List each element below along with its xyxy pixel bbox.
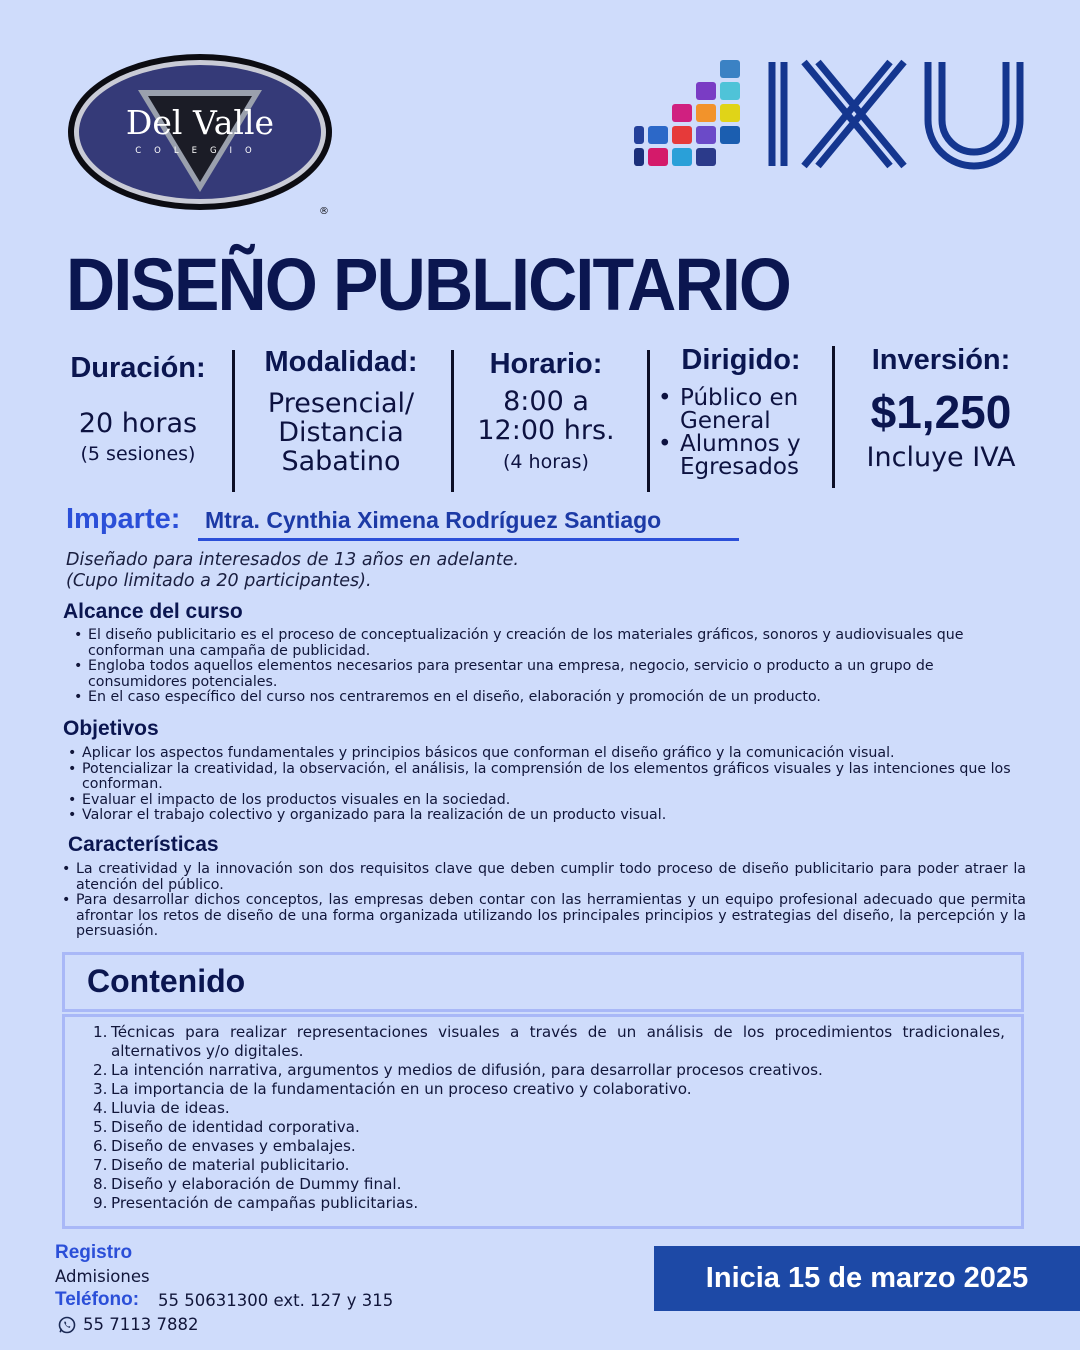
- list-item: 3. La importancia de la fundamentación en un proceso creativo y colaborativo.: [93, 1080, 692, 1098]
- divider-1: [232, 350, 235, 492]
- contenido-header: [62, 952, 1024, 1012]
- divider-2: [451, 350, 454, 492]
- audience-note-line: Diseñado para interesados de 13 años en adelante.: [66, 550, 519, 570]
- list-item: • En el caso específico del curso nos centraremos en el diseño, elaboración y promoción de un producto.: [70, 690, 990, 706]
- list-item: • Evaluar el impacto de los productos visuales en la sociedad.: [64, 793, 1014, 809]
- instructor-name: Mtra. Cynthia Ximena Rodríguez Santiago: [205, 507, 662, 533]
- svg-text:®: ®: [319, 206, 329, 217]
- modalidad-line-3: Sabatino: [281, 446, 401, 477]
- duracion-value: 20 horas: [78, 408, 198, 439]
- list-item: 4. Lluvia de ideas.: [93, 1099, 230, 1117]
- whatsapp-number[interactable]: 55 7113 7882: [83, 1315, 199, 1334]
- dirigido-column: [656, 344, 826, 479]
- modalidad-line-1: Presencial/: [267, 388, 415, 419]
- caracteristicas-list: [58, 862, 1026, 940]
- ixu-letters: [772, 62, 1020, 166]
- dirigido-list: [656, 387, 826, 479]
- svg-text:Del Valle: Del Valle: [125, 103, 275, 142]
- telefono-label: Teléfono:: [55, 1289, 140, 1310]
- divider-3: [647, 350, 650, 492]
- list-item: • Engloba todos aquellos elementos necesarios para presentar una empresa, negocio, servicio o producto a un grupo de consumidores potenciales.: [70, 659, 990, 690]
- list-item: 1. Técnicas para realizar representaciones visuales a través de un análisis de los procedimientos tradicionales, alternativos y/o digitales.: [93, 1023, 1005, 1060]
- page-title: DISEÑO PUBLICITARIO: [66, 243, 791, 326]
- price: $1,250: [870, 386, 1012, 438]
- modalidad-label: Modalidad:: [264, 346, 418, 378]
- admisiones-label: Admisiones: [55, 1267, 150, 1286]
- audience-note-line: (Cupo limitado a 20 participantes).: [66, 571, 372, 591]
- horario-line-1: 8:00 a: [503, 386, 589, 417]
- inversion-column: [852, 344, 1030, 472]
- ixu-logo: [632, 58, 1028, 170]
- list-item: • Potencializar la creatividad, la observación, el análisis, la comprensión de los elementos gráficos visuales y las intenciones que los conforman.: [64, 762, 1014, 793]
- modalidad-column: [244, 346, 438, 476]
- list-item: • El diseño publicitario es el proceso de conceptualización y creación de los materiales gráficos, sonoros y audiovisuales que conforman una campaña de publicidad.: [70, 628, 990, 659]
- del-valle-logo: [66, 52, 338, 218]
- telefono-value[interactable]: 55 50631300 ext. 127 y 315: [158, 1291, 394, 1310]
- list-item: • Aplicar los aspectos fundamentales y principios básicos que conforman el diseño gráfico y la comunicación visual.: [64, 746, 1014, 762]
- objetivos-list: [64, 746, 1014, 824]
- dirigido-label: Dirigido:: [681, 344, 801, 376]
- horario-line-2: 12:00 hrs.: [477, 415, 615, 446]
- registro-label: Registro: [55, 1242, 133, 1263]
- list-item: 8. Diseño y elaboración de Dummy final.: [93, 1175, 402, 1193]
- list-item: 2. La intención narrativa, argumentos y medios de difusión, para desarrollar procesos creativos.: [93, 1061, 823, 1079]
- audience-note: [66, 550, 519, 592]
- modalidad-line-2: Distancia: [278, 417, 404, 448]
- list-item: • Valorar el trabajo colectivo y organizado para la realización de un producto visual.: [64, 808, 1014, 824]
- price-note: Incluye IVA: [866, 442, 1016, 473]
- list-item: • La creatividad y la innovación son dos requisitos clave que deben cumplir todo proceso de diseño publicitario para poder atraer la atención del público.: [58, 862, 1026, 893]
- imparte-label: Imparte:: [66, 503, 181, 535]
- list-item: 7. Diseño de material publicitario.: [93, 1156, 350, 1174]
- caracteristicas-heading: Características: [68, 833, 219, 856]
- inversion-label: Inversión:: [871, 344, 1011, 376]
- whatsapp-icon: [58, 1316, 76, 1334]
- list-item: 6. Diseño de envases y embalajes.: [93, 1137, 356, 1155]
- horario-sub: (4 horas): [503, 451, 589, 473]
- divider-4: [832, 346, 835, 488]
- objetivos-heading: Objetivos: [63, 717, 159, 740]
- duracion-sub: (5 sesiones): [80, 443, 196, 465]
- list-item: • Para desarrollar dichos conceptos, las empresas deben contar con las herramientas y un equipo profesional adecuado que permita afrontar los retos de diseño de una forma organizada utilizando los principales principios y estrategias del diseño, la percepción y la persuasión.: [58, 893, 1026, 940]
- start-date-banner: [654, 1246, 1080, 1311]
- horario-label: Horario:: [489, 348, 603, 380]
- duracion-label: Duración:: [70, 352, 206, 384]
- instructor-underline: [198, 538, 739, 541]
- horario-column: [466, 348, 626, 473]
- contenido-heading: Contenido: [87, 963, 246, 999]
- alcance-heading: Alcance del curso: [63, 600, 243, 623]
- contenido-box: [62, 1014, 1024, 1229]
- contenido-list: [93, 1023, 1005, 1213]
- ixu-color-mosaic: [634, 60, 740, 166]
- list-item: 5. Diseño de identidad corporativa.: [93, 1118, 360, 1136]
- duracion-column: [58, 352, 218, 465]
- alcance-list: [70, 628, 990, 706]
- svg-text:COLEGIO: COLEGIO: [135, 146, 265, 156]
- dirigido-item: • Público en General: [656, 387, 826, 433]
- dirigido-item: • Alumnos y Egresados: [656, 433, 826, 479]
- start-date-text: Inicia 15 de marzo 2025: [705, 1262, 1029, 1294]
- list-item: 9. Presentación de campañas publicitarias.: [93, 1194, 419, 1212]
